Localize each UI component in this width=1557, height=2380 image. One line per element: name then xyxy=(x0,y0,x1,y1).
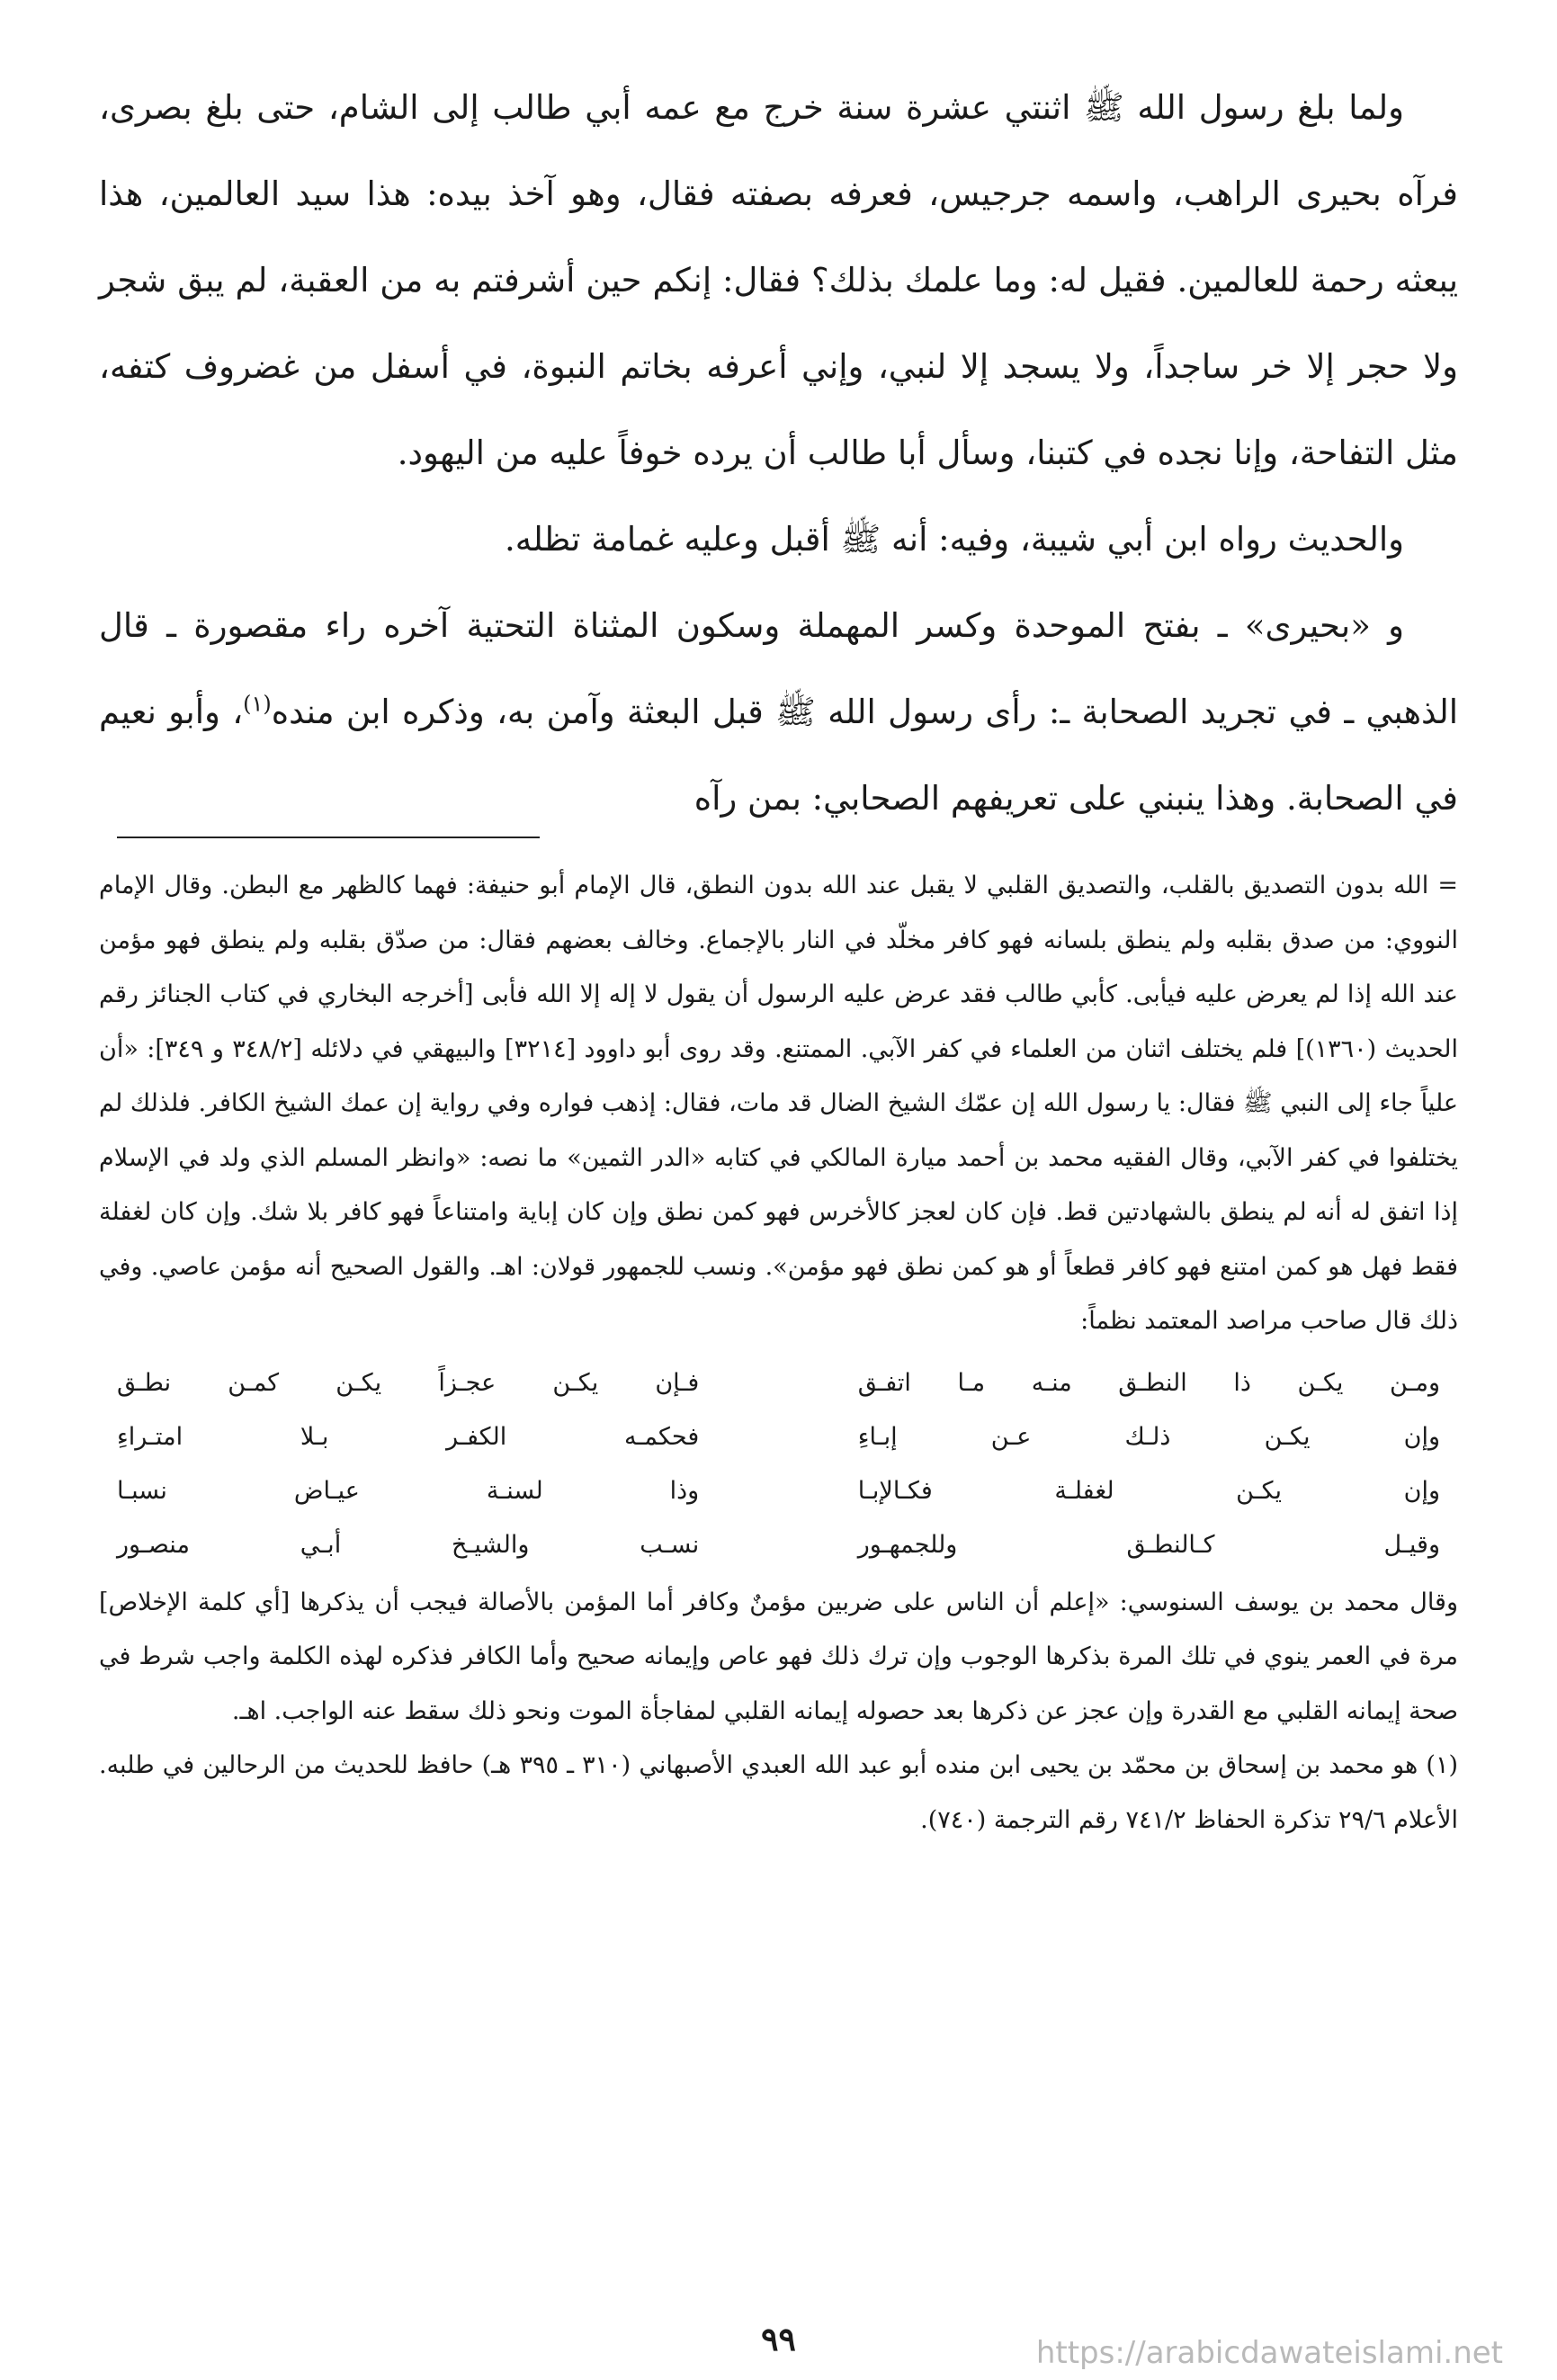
poem-second-hemistich: وذا لسنـة عيـاض نسبـا xyxy=(117,1476,700,1505)
poem-second-hemistich: فحكمـه الكفـر بـلا امتـراءِ xyxy=(117,1422,700,1451)
footnote-1: (١) هو محمد بن إسحاق بن محمّد بن يحيى ابن منده أبو عبد الله العبدي الأصبهاني (٣١٠ ـ ٣٩٥ هـ) حافظ للحديث من الرحالين في طلبه. الأعلام ٢٩/٦ تذكرة الحفاظ ٧٤١/٢ رقم الترجمة (٧٤٠). xyxy=(99,1751,1458,1834)
footnote-senussi-quote: وقال محمد بن يوسف السنوسي: «إعلم أن الناس على ضربين مؤمنٌ وكافر أما المؤمن بالأصالة فيجب أن يذكرها [أي كلمة الإخلاص] مرة في العمر ينوي في تلك المرة بذكرها الوجوب وإن ترك ذلك فهو عاص وإيمانه صحيح وأما الكافر فذكره لهذه الكلمة واجب شرط في صحة إيمانه القلبي مع القدرة وإن عجز عن ذكرها بعد حصوله إيمانه القلبي لمفاجأة الموت ونحو ذلك سقط عنه الواجب. اهـ. xyxy=(99,1588,1458,1725)
poem-first-hemistich: وإن يكـن ذلـك عـن إبـاءِ xyxy=(857,1422,1440,1451)
watermark-url: https://arabicdawateislami.net xyxy=(1035,2335,1503,2371)
poem-verse xyxy=(117,1356,1440,1410)
footnote-separator xyxy=(117,837,540,838)
poem xyxy=(99,1356,1458,1572)
poem-second-hemistich: فـإن يكـن عجـزاً يكـن كمـن نطـق xyxy=(117,1368,700,1397)
poem-verse xyxy=(117,1464,1440,1518)
footnote-reference: (١) xyxy=(243,691,272,717)
poem-first-hemistich: وإن يكـن لغفلـة فكـالإبـا xyxy=(857,1476,1440,1505)
paragraph-bahira-definition xyxy=(99,583,1458,842)
poem-second-hemistich: نسـب والشيـخ أبـي منصـور xyxy=(117,1530,700,1559)
footnotes xyxy=(99,859,1458,1848)
poem-verse xyxy=(117,1518,1440,1572)
main-text xyxy=(99,65,1458,842)
paragraph-bahira-story: ولما بلغ رسول الله ﷺ اثنتي عشرة سنة خرج مع عمه أبي طالب إلى الشام، حتى بلغ بصرى، فرآه بحيرى الراهب، واسمه جرجيس، فعرفه بصفته فقال، وهو آخذ بيده: هذا سيد العالمين، هذا يبعثه رحمة للعالمين. فقيل له: وما علمك بذلك؟ فقال: إنكم حين أشرفتم به من العقبة، لم يبق شجر ولا حجر إلا خر ساجداً، ولا يسجد إلا لنبي، وإني أعرفه بخاتم النبوة، في أسفل من غضروف كتفه، مثل التفاحة، وإنا نجده في كتبنا، وسأل أبا طالب أن يرده خوفاً عليه من اليهود. xyxy=(99,88,1459,472)
paragraph-hadith-source: والحديث رواه ابن أبي شيبة، وفيه: أنه ﷺ أقبل وعليه غمامة تظله. xyxy=(504,520,1404,559)
poem-verse xyxy=(117,1410,1440,1464)
footnote-continuation: = الله بدون التصديق بالقلب، والتصديق القلبي لا يقبل عند الله بدون النطق، قال الإمام أبو حنيفة: فهما كالظهر مع البطن. وقال الإمام النووي: من صدق بقلبه ولم ينطق بلسانه فهو كافر مخلّد في النار بالإجماع. وخالف بعضهم فقال: من صدّق بقلبه ولم ينطق فهو مؤمن عند الله إذا لم يعرض عليه فيأبى. كأبي طالب فقد عرض عليه الرسول أن يقول لا إله إلا الله فأبى [أخرجه البخاري في كتاب الجنائز رقم الحديث (١٣٦٠)] فلم يختلف اثنان من العلماء في كفر الآبي. الممتنع. وقد روى أبو داوود [٣٢١٤] والبيهقي في دلائله [٣٤٨/٢ و ٣٤٩]: «أن علياً جاء إلى النبي ﷺ فقال: يا رسول الله إن عمّك الشيخ الضال قد مات، فقال: إذهب فواره وفي رواية إن عمك الشيخ الكافر. فلذلك لم يختلفوا في كفر الآبي، وقال الفقيه محمد بن أحمد ميارة المالكي في كتابه «الدر الثمين» ما نصه: «وانظر المسلم الذي ولد في الإسلام إذا اتفق له أنه لم ينطق بالشهادتين قط. فإن كان لعجز كالأخرس فهو كمن نطق وإن كان إباية وامتناعاً فهو كافر بلا شك. وإن كان لغفلة فقط فهل هو كمن امتنع فهو كافر قطعاً أو هو كمن نطق فهو مؤمن». ونسب للجمهور قولان: اهـ. والقول الصحيح أنه مؤمن عاصي. وفي ذلك قال صاحب مراصد المعتمد نظماً: xyxy=(99,872,1458,1335)
page-number: ٩٩ xyxy=(761,2321,796,2358)
paragraph-text-part2: ، وأبو نعيم في الصحابة. وهذا ينبني على تعريفهم الصحابي: بمن رآه xyxy=(99,693,1458,818)
paragraph-text-part1: و «بحيرى» ـ بفتح الموحدة وكسر المهملة وسكون المثناة التحتية آخره راء مقصورة ـ قال الذهبي ـ في تجريد الصحابة ـ: رأى رسول الله ﷺ قبل البعثة وآمن به، وذكره ابن منده xyxy=(99,606,1458,731)
poem-first-hemistich: وقيـل كـالنطـق وللجمهـور xyxy=(857,1530,1440,1559)
poem-first-hemistich: ومـن يكـن ذا النطـق منـه مـا اتفـق xyxy=(857,1368,1440,1397)
